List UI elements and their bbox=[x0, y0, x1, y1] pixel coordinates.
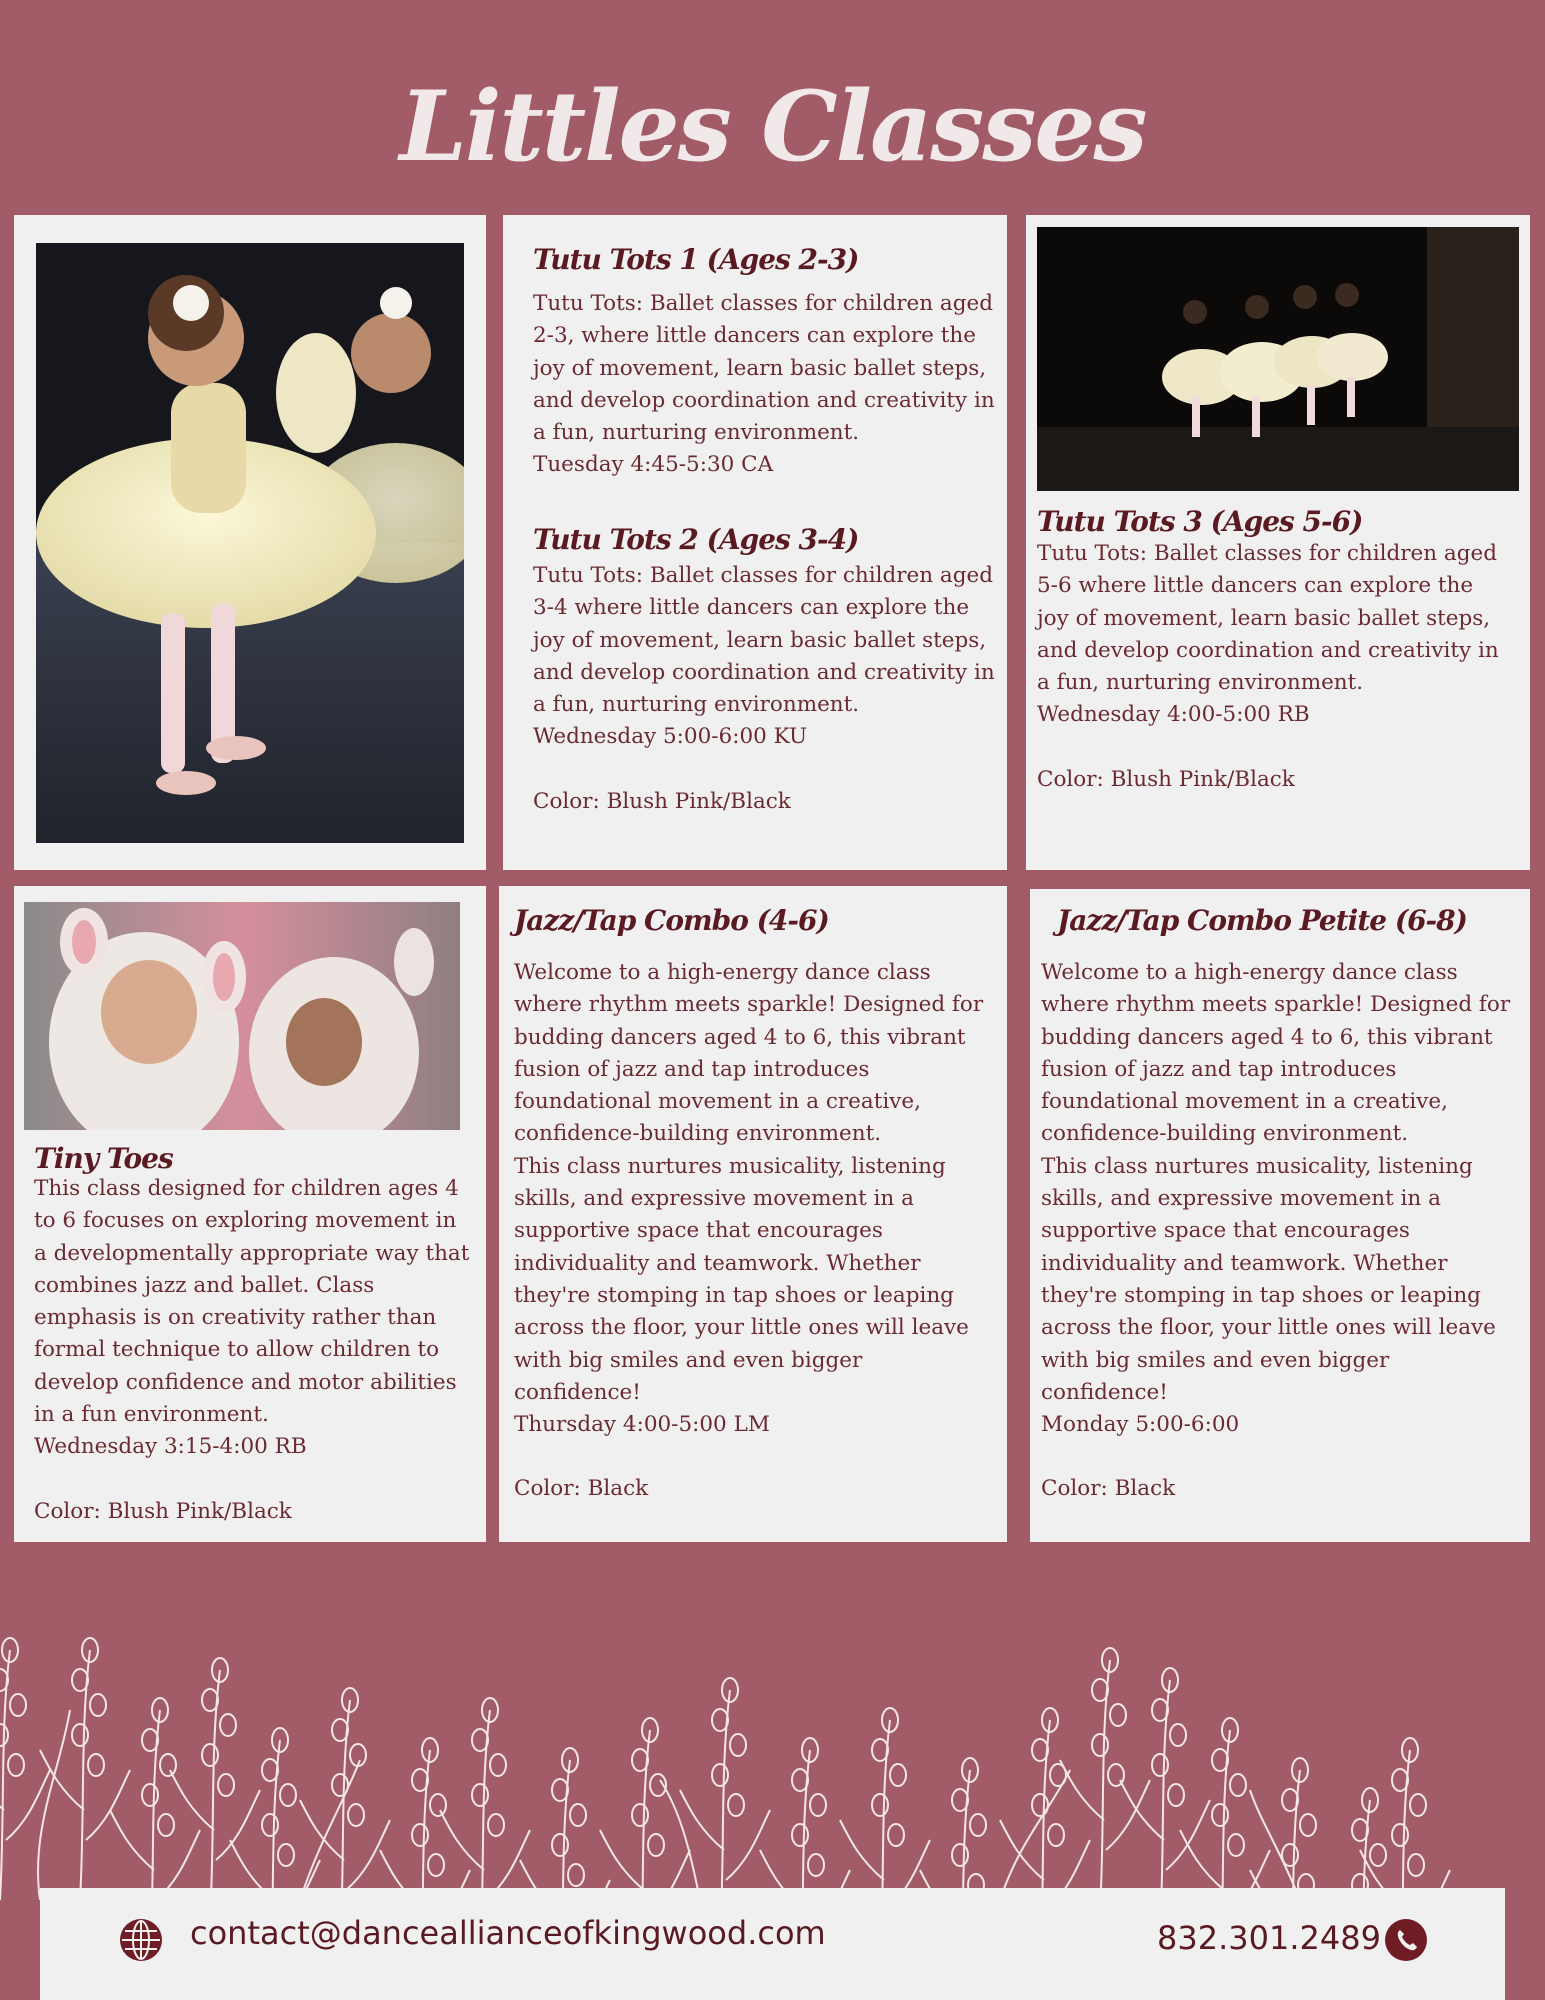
class-card-tiny-toes bbox=[14, 886, 486, 1542]
class-card-tutu-tots-1-2 bbox=[503, 215, 1007, 870]
class-card-jazz-tap-combo-petite bbox=[1030, 889, 1530, 1542]
class-color-tutu-tots-3: Color: Blush Pink/Black bbox=[1037, 766, 1295, 792]
ballet-stage-photo bbox=[1037, 227, 1519, 491]
class-color-jazz-tap-combo: Color: Black bbox=[514, 1476, 649, 1502]
photo-card-ballet bbox=[14, 215, 486, 870]
globe-icon bbox=[120, 1919, 162, 1961]
class-card-tutu-tots-3 bbox=[1026, 215, 1530, 870]
bunny-costume-photo bbox=[24, 902, 460, 1130]
class-description-jazz-tap-combo-petite: Welcome to a high-energy dance class where rhythm meets sparkle! Designed for budding dancers aged 4 to 6, this vibrant fusion of jazz and tap introduces foundational movement in a creative, confidence-building environment. This class nurtures musicality, listening skills, and expressive movement in a supportive space that encourages individuality and teamwork. Whether they're stomping in tap shoes or leaping across the floor, your little ones will leave with big smiles and even bigger confidence! Monday 5:00-6:00 bbox=[1041, 960, 1511, 1438]
class-description-tiny-toes: This class designed for children ages 4 to 6 focuses on exploring movement in a developmentally appropriate way that combines jazz and ballet. Class emphasis is on creativity rather than formal technique to allow children to develop confidence and motor abilities in a fun environment. Wednesday 3:15-4:00 RB bbox=[34, 1176, 470, 1460]
ballet-toddlers-photo bbox=[36, 243, 464, 843]
class-heading-tutu-tots-2: Tutu Tots 2 (Ages 3-4) bbox=[533, 523, 859, 556]
class-color-tutu-tots-2: Color: Blush Pink/Black bbox=[533, 788, 791, 814]
class-heading-jazz-tap-combo-petite: Jazz/Tap Combo Petite (6-8) bbox=[1057, 904, 1467, 937]
class-description-tutu-tots-2: Tutu Tots: Ballet classes for children aged 3-4 where little dancers can explore the joy of movement, learn basic ballet steps, and develop coordination and creativity in a fun, nurturing environment. Wednesday 5:00-6:00 KU bbox=[533, 563, 995, 750]
class-description-jazz-tap-combo: Welcome to a high-energy dance class where rhythm meets sparkle! Designed for budding dancers aged 4 to 6, this vibrant fusion of jazz and tap introduces foundational movement in a creative, confidence-building environment. This class nurtures musicality, listening skills, and expressive movement in a supportive space that encourages individuality and teamwork. Whether they're stomping in tap shoes or leaping across the floor, your little ones will leave with big smiles and even bigger confidence! Thursday 4:00-5:00 LM bbox=[514, 960, 984, 1438]
class-heading-jazz-tap-combo: Jazz/Tap Combo (4-6) bbox=[514, 904, 829, 937]
floral-decoration bbox=[0, 1610, 1545, 1900]
class-color-tiny-toes: Color: Blush Pink/Black bbox=[34, 1498, 292, 1524]
class-description-tutu-tots-1: Tutu Tots: Ballet classes for children aged 2-3, where little dancers can explore the joy of movement, learn basic ballet steps, and develop coordination and creativity in a fun, nurturing environment. Tuesday 4:45-5:30 CA bbox=[533, 291, 995, 478]
class-card-jazz-tap-combo bbox=[499, 886, 1007, 1542]
page-title: Littles Classes bbox=[399, 70, 1146, 183]
contact-phone[interactable]: 832.301.2489 bbox=[1157, 1919, 1381, 1957]
class-color-jazz-tap-combo-petite: Color: Black bbox=[1041, 1476, 1176, 1502]
class-heading-tiny-toes: Tiny Toes bbox=[34, 1142, 173, 1175]
class-heading-tutu-tots-3: Tutu Tots 3 (Ages 5-6) bbox=[1037, 505, 1363, 538]
class-heading-tutu-tots-1: Tutu Tots 1 (Ages 2-3) bbox=[533, 243, 859, 276]
contact-email[interactable]: contact@dancealliance​ofkingwood.com bbox=[190, 1914, 826, 1952]
phone-icon bbox=[1385, 1919, 1427, 1961]
class-description-tutu-tots-3: Tutu Tots: Ballet classes for children aged 5-6 where little dancers can explore the joy of movement, learn basic ballet steps, and develop coordination and creativity in a fun, nurturing environment. Wednesday 4:00-5:00 RB bbox=[1037, 541, 1499, 728]
